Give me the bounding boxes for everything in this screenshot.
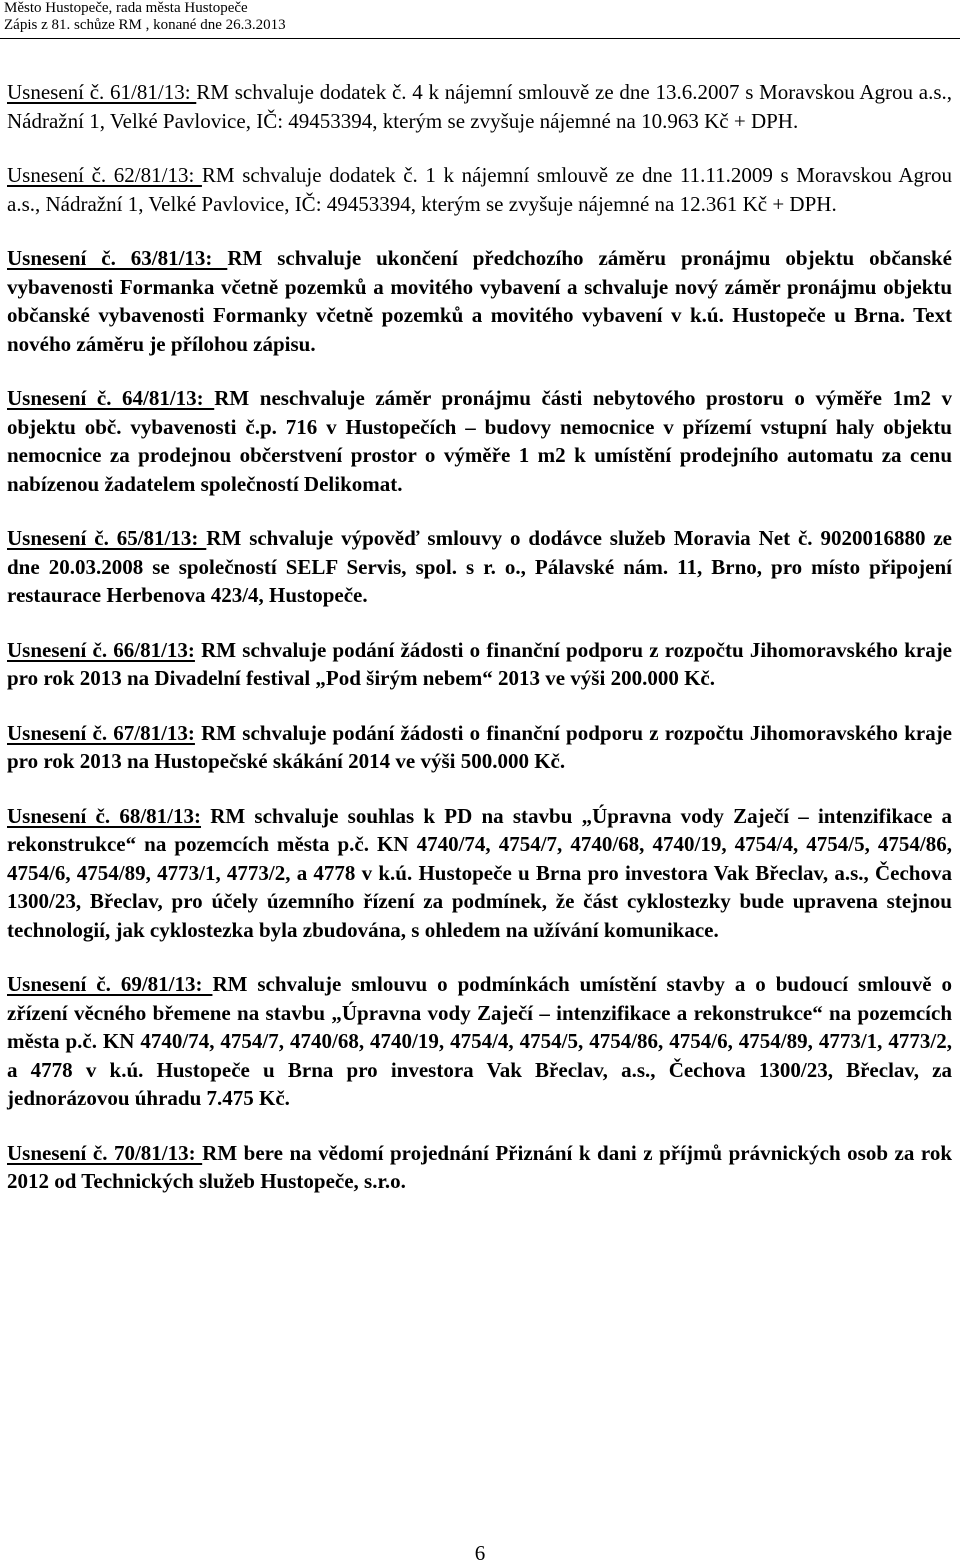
resolution-text: RM schvaluje ukončení předchozího záměru pronájmu objektu občanské vybavenosti Formanka včetně pozemků a movitého vybavení a schvaluje nový záměr pronájmu objektu občanské vybavenosti Formanky včetně pozemků a movitého vybavení v k.ú. Hustopeče u Brna. Text nového záměru je přílohou zápisu. <box>7 246 952 356</box>
resolution-text: RM schvaluje podání žádosti o finanční podporu z rozpočtu Jihomoravského kraje pro rok 2013 na Hustopečské skákání 2014 ve výši 500.000 Kč. <box>7 720 953 773</box>
resolution-69 <box>7 970 952 1113</box>
resolution-text: RM schvaluje souhlas k PD na stavbu „Úpravna vody Zaječí – intenzifikace a rekonstrukce“ na pozemcích města p.č. KN 4740/74, 4754/7, 4740/68, 4740/19, 4754/4, 4754/5, 4754/86, 4754/6, 4754/89, 4773/1, 4773/2, a 4778 v k.ú. Hustopeče u Brna pro investora Vak Břeclav, a.s., Čechova 1300/23, Břeclav, pro účely územního řízení za podmínek, že část cyklostezky bude upravena stejnou technologií, jak cyklostezka byla zbudována, s ohledem na užívání komunikace. <box>7 803 953 942</box>
header-line-2: Zápis z 81. schůze RM , konané dne 26.3.2013 <box>4 17 286 33</box>
resolution-text: RM schvaluje podání žádosti o finanční podporu z rozpočtu Jihomoravského kraje pro rok 2013 na Divadelní festival „Pod širým nebem“ 2013 ve výši 200.000 Kč. <box>7 637 953 690</box>
resolution-label: Usnesení č. 70/81/13: <box>7 1140 203 1165</box>
resolution-label: Usnesení č. 69/81/13: <box>7 972 213 996</box>
resolution-63 <box>7 244 952 358</box>
resolutions-list <box>7 78 952 1196</box>
resolution-67 <box>7 719 952 776</box>
resolution-label: Usnesení č. 66/81/13: <box>7 637 195 662</box>
resolution-text: RM neschvaluje záměr pronájmu části nebytového prostoru o výměře 1m2 v objektu obč. vybavenosti č.p. 716 v Hustopečích – budovy nemocnice v přízemí vstupní haly objektu nemocnice za prodejnou občerstvení prostor o výměře 1 m2 k umístění prodejního automatu za cenu nabízenou žadatelem společností Delikomat. <box>7 386 952 496</box>
resolution-70 <box>7 1139 952 1196</box>
resolution-label: Usnesení č. 65/81/13: <box>7 526 207 550</box>
resolution-66 <box>7 636 952 693</box>
resolution-label: Usnesení č. 68/81/13: <box>7 803 202 828</box>
resolution-text: RM schvaluje dodatek č. 1 k nájemní smlouvě ze dne 11.11.2009 s Moravskou Agrou a.s., Nádražní 1, Velké Pavlovice, IČ: 49453394, kterým se zvyšuje nájemné na 12.361 Kč + DPH. <box>7 163 953 216</box>
resolution-label: Usnesení č. 61/81/13: <box>7 80 197 104</box>
resolution-text: RM schvaluje smlouvu o podmínkách umístění stavby a o budoucí smlouvě o zřízení věcného břemene na stavbu „Úpravna vody Zaječí – intenzifikace a rekonstrukce“ na pozemcích města p.č. KN 4740/74, 4754/7, 4740/68, 4740/19, 4754/4, 4754/5, 4754/86, 4754/6, 4754/89, 4773/1, 4773/2, a 4778 v k.ú. Hustopeče u Brna pro investora Vak Břeclav, a.s., Čechova 1300/23, Břeclav, za jednorázovou úhradu 7.475 Kč. <box>7 972 952 1110</box>
resolution-label: Usnesení č. 67/81/13: <box>7 720 195 745</box>
header-line-1: Město Hustopeče, rada města Hustopeče <box>4 0 248 16</box>
resolution-65 <box>7 524 952 610</box>
resolution-label: Usnesení č. 64/81/13: <box>7 386 215 410</box>
header-rule <box>0 38 960 39</box>
resolution-text: RM bere na vědomí projednání Přiznání k dani z příjmů právnických osob za rok 2012 od Technických služeb Hustopeče, s.r.o. <box>7 1140 953 1193</box>
resolution-text: RM schvaluje výpověď smlouvy o dodávce služeb Moravia Net č. 9020016880 ze dne 20.03.2008 se společností SELF Servis, spol. s r. o., Pálavské nám. 11, Brno, pro místo připojení restaurace Herbenova 423/4, Hustopeče. <box>7 526 952 607</box>
page-number: 6 <box>474 1541 486 1565</box>
resolution-68 <box>7 802 952 945</box>
resolution-label: Usnesení č. 63/81/13: <box>7 246 228 270</box>
resolution-64 <box>7 384 952 498</box>
document-header <box>4 0 286 34</box>
resolution-62 <box>7 161 952 218</box>
resolution-text: RM schvaluje dodatek č. 4 k nájemní smlouvě ze dne 13.6.2007 s Moravskou Agrou a.s., Nádražní 1, Velké Pavlovice, IČ: 49453394, kterým se zvyšuje nájemné na 10.963 Kč + DPH. <box>7 80 953 133</box>
resolution-61 <box>7 78 952 135</box>
resolution-label: Usnesení č. 62/81/13: <box>7 163 202 187</box>
